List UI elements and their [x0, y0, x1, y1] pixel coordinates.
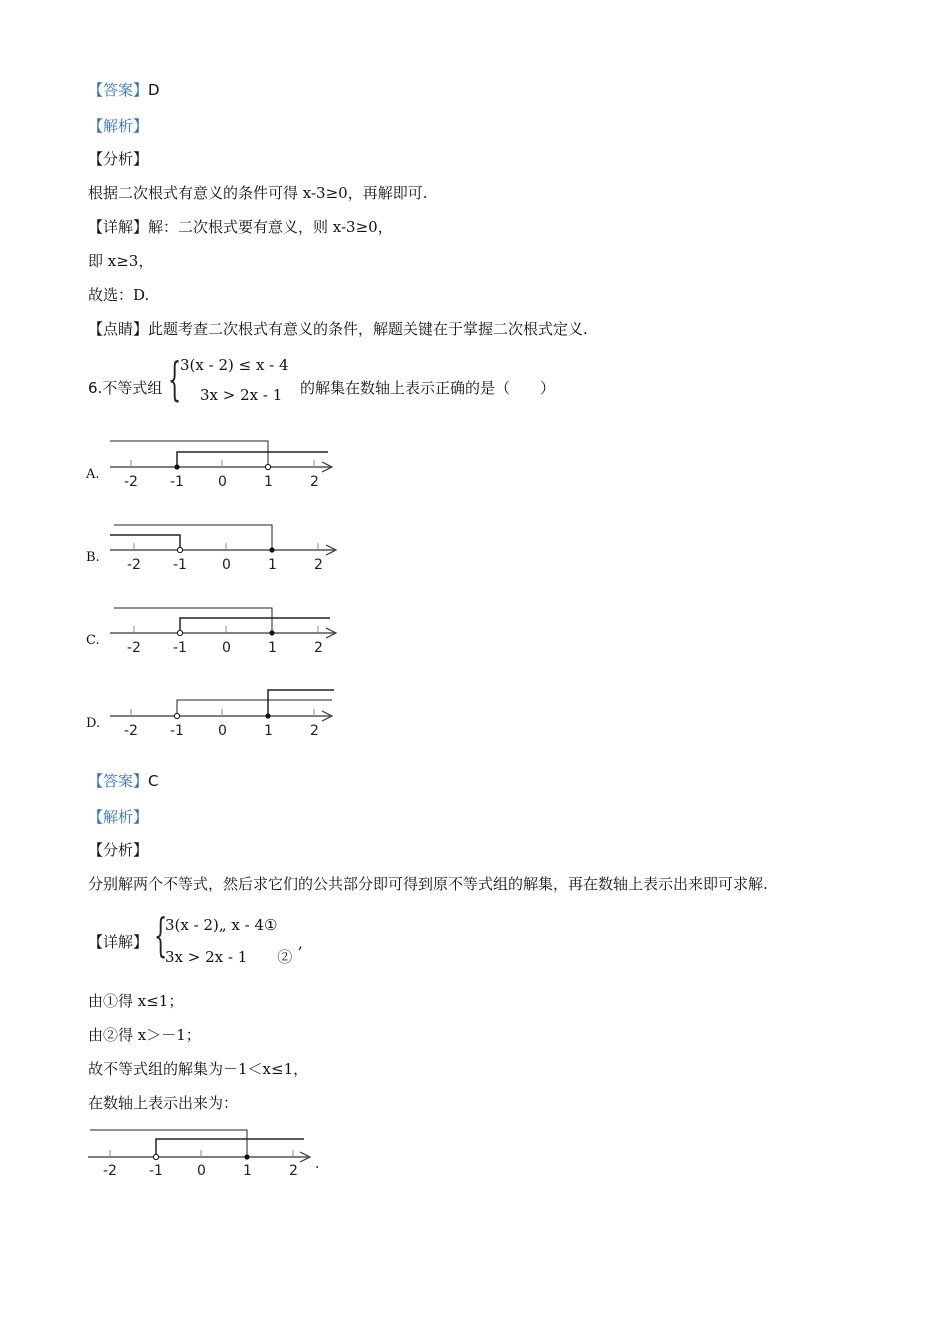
- range-left-bracket: [114, 525, 272, 550]
- option-c-label: C.: [86, 633, 100, 648]
- prev-detail-tag: 【详解】: [88, 218, 149, 236]
- hollow-dot: [174, 713, 179, 718]
- prev-dianjing-text: 此题考查二次根式有意义的条件，解题关键在于掌握二次根式定义.: [148, 320, 588, 338]
- ans6-step-1: 由①得 x≤1；: [88, 992, 184, 1010]
- ans6-system-line-2: 3x > 2x - 1 ②: [165, 948, 293, 966]
- tick-label: -1: [173, 557, 187, 573]
- prev-dianjing-tag: 【点睛】: [88, 320, 149, 338]
- tick-label: 2: [310, 474, 319, 490]
- tick-label: 1: [268, 557, 277, 573]
- solid-dot: [269, 630, 274, 635]
- tick-label: 2: [310, 723, 319, 739]
- prev-detail-text: 解：二次根式要有意义，则 x-3≥0，: [148, 218, 393, 236]
- tick-label: -1: [173, 640, 187, 656]
- ans6-step-2: 由②得 x＞－1；: [88, 1026, 201, 1044]
- ans6-analysis-tag: 【解析】: [88, 808, 149, 826]
- range-right-bracket: [177, 452, 328, 467]
- range-left-bracket: [114, 608, 272, 633]
- tick-label: -2: [127, 557, 141, 573]
- ans6-system-comma: ,: [298, 934, 303, 952]
- tick-label: -2: [124, 474, 138, 490]
- range-right-bracket: [156, 1139, 304, 1157]
- q6-suffix: 的解集在数轴上表示正确的是（ ）: [300, 379, 556, 397]
- ans6-answer-tag: 【答案】: [88, 772, 149, 790]
- solid-dot: [265, 713, 270, 718]
- range-right-bracket: [180, 618, 330, 633]
- tick-label: -2: [124, 723, 138, 739]
- q6-number: 6.: [88, 379, 103, 397]
- option-d-number-line: [110, 690, 334, 739]
- prev-analysis-tag: 【解析】: [88, 117, 149, 135]
- ans6-step-4: 在数轴上表示出来为：: [88, 1094, 239, 1112]
- solid-dot: [174, 464, 179, 469]
- prev-fenxi-tag: 【分析】: [88, 150, 149, 168]
- tick-label: -2: [127, 640, 141, 656]
- tick-label: -2: [103, 1163, 117, 1179]
- range-left-bracket: [110, 441, 268, 467]
- solid-dot: [269, 547, 274, 552]
- q6-system-brace: {: [168, 352, 182, 406]
- tick-label: 2: [314, 640, 323, 656]
- tick-label: 1: [264, 723, 273, 739]
- tick-label: -1: [170, 723, 184, 739]
- tick-label: 1: [264, 474, 273, 490]
- tick-label: 0: [197, 1163, 206, 1179]
- tick-label: 2: [314, 557, 323, 573]
- option-b-number-line: [110, 525, 336, 573]
- ans6-system-line-1: 3(x - 2)„ x - 4①: [165, 916, 278, 934]
- ans6-answer-line: [88, 771, 159, 791]
- hollow-dot: [177, 630, 182, 635]
- solid-dot: [244, 1154, 249, 1159]
- range-left-bracket: [110, 535, 180, 550]
- hollow-dot: [153, 1154, 158, 1159]
- ans6-detail-tag: 【详解】: [88, 933, 149, 951]
- option-a-number-line: [110, 441, 332, 490]
- hollow-dot: [265, 464, 270, 469]
- ans6-fenxi-text: 分别解两个不等式，然后求它们的公共部分即可得到原不等式组的解集，再在数轴上表示出来即可求解.: [88, 875, 768, 893]
- q6-system-line-1: 3(x - 2) ≤ x - 4: [180, 356, 289, 374]
- ans6-fenxi-tag: 【分析】: [88, 841, 149, 859]
- tick-label: 0: [222, 557, 231, 573]
- tick-label: 0: [218, 474, 227, 490]
- final-period: .: [315, 1156, 320, 1172]
- option-b-label: B.: [86, 550, 100, 565]
- tick-label: -1: [149, 1163, 163, 1179]
- option-d-label: D.: [86, 716, 101, 731]
- solution-number-line: [88, 1130, 319, 1179]
- option-a-label: A.: [86, 467, 100, 482]
- option-c-number-line: [110, 608, 336, 656]
- tick-label: 1: [243, 1163, 252, 1179]
- range-left-bracket: [90, 1130, 247, 1157]
- hollow-dot: [177, 547, 182, 552]
- prev-answer-tag: 【答案】: [88, 81, 149, 99]
- ans6-step-3: 故不等式组的解集为－1＜x≤1，: [88, 1060, 309, 1078]
- range-right-bracket: [177, 700, 332, 716]
- tick-label: -1: [170, 474, 184, 490]
- tick-label: 2: [289, 1163, 298, 1179]
- tick-label: 0: [218, 723, 227, 739]
- prev-fenxi-text: 根据二次根式有意义的条件可得 x-3≥0，再解即可.: [88, 184, 428, 202]
- q6-prefix: 不等式组: [102, 379, 163, 397]
- tick-label: 0: [222, 640, 231, 656]
- ans6-system-brace: {: [154, 908, 168, 962]
- prev-answer-value: D: [148, 81, 160, 99]
- tick-label: 1: [268, 640, 277, 656]
- prev-step-1: 即 x≥3，: [88, 252, 154, 270]
- prev-step-2: 故选：D.: [88, 286, 150, 304]
- q6-system-line-2: 3x > 2x - 1: [200, 386, 283, 404]
- ans6-answer-value: C: [148, 772, 159, 790]
